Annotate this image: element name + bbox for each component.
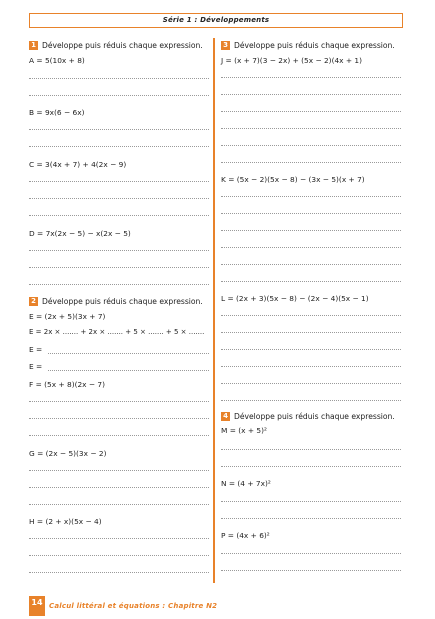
answer-line[interactable] [29, 555, 209, 556]
page-number: 14 [29, 596, 45, 616]
exercise-3-number: 3 [221, 41, 230, 50]
answer-line[interactable] [29, 267, 209, 268]
expression-e-step: E = [29, 345, 43, 354]
answer-line[interactable] [221, 553, 401, 554]
answer-line[interactable] [221, 518, 401, 519]
chapter-title: Calcul littéral et équations : Chapitre N2 [49, 602, 218, 610]
expression-p: P = (4x + 6)² [221, 531, 270, 540]
expression-d: D = 7x(2x − 5) − x(2x − 5) [29, 229, 131, 238]
answer-line[interactable] [48, 370, 209, 371]
answer-line[interactable] [29, 538, 209, 539]
answer-line[interactable] [29, 435, 209, 436]
exercise-1-header [29, 41, 203, 50]
answer-line[interactable] [29, 504, 209, 505]
answer-line[interactable] [221, 466, 401, 467]
answer-line[interactable] [221, 349, 401, 350]
answer-line[interactable] [221, 196, 401, 197]
expression-e: E = (2x + 5)(3x + 7) [29, 312, 106, 321]
answer-line[interactable] [221, 230, 401, 231]
answer-line[interactable] [29, 284, 209, 285]
answer-line[interactable] [29, 198, 209, 199]
exercise-1-number: 1 [29, 41, 38, 50]
exercise-3-instruction: Développe puis réduis chaque expression. [234, 41, 395, 50]
exercise-3-header [221, 41, 395, 50]
answer-line[interactable] [221, 162, 401, 163]
answer-line[interactable] [221, 264, 401, 265]
expression-f: F = (5x + 8)(2x − 7) [29, 380, 106, 389]
answer-line[interactable] [29, 418, 209, 419]
expression-c: C = 3(4x + 7) + 4(2x − 9) [29, 160, 127, 169]
expression-k: K = (5x − 2)(5x − 8) − (3x − 5)(x + 7) [221, 175, 365, 184]
expression-m: M = (x + 5)² [221, 426, 267, 435]
answer-line[interactable] [48, 353, 209, 354]
exercise-2-header [29, 297, 203, 306]
answer-line[interactable] [29, 146, 209, 147]
answer-line[interactable] [221, 383, 401, 384]
answer-line[interactable] [221, 366, 401, 367]
answer-line[interactable] [29, 250, 209, 251]
expression-j: J = (x + 7)(3 − 2x) + (5x − 2)(4x + 1) [221, 56, 363, 65]
answer-line[interactable] [29, 181, 209, 182]
expression-e-expanded: E = 2x × ....... + 2x × ....... + 5 × ....... + 5 × ....... [29, 328, 205, 336]
answer-line[interactable] [221, 332, 401, 333]
expression-l: L = (2x + 3)(5x − 8) − (2x − 4)(5x − 1) [221, 294, 369, 303]
answer-line[interactable] [29, 95, 209, 96]
answer-line[interactable] [221, 128, 401, 129]
expression-g: G = (2x − 5)(3x − 2) [29, 449, 107, 458]
answer-line[interactable] [29, 129, 209, 130]
expression-b: B = 9x(6 − 6x) [29, 108, 85, 117]
answer-line[interactable] [221, 501, 401, 502]
answer-line[interactable] [221, 281, 401, 282]
exercise-4-number: 4 [221, 412, 230, 421]
answer-line[interactable] [221, 145, 401, 146]
expression-e-result: E = [29, 362, 43, 371]
answer-line[interactable] [29, 401, 209, 402]
answer-line[interactable] [29, 487, 209, 488]
exercise-1-instruction: Développe puis réduis chaque expression. [42, 41, 203, 50]
exercise-2-instruction: Développe puis réduis chaque expression. [42, 297, 203, 306]
exercise-2-number: 2 [29, 297, 38, 306]
column-divider [213, 38, 215, 583]
exercise-4-instruction: Développe puis réduis chaque expression. [234, 412, 395, 421]
answer-line[interactable] [221, 400, 401, 401]
page-footer [29, 596, 217, 616]
answer-line[interactable] [221, 213, 401, 214]
answer-line[interactable] [221, 247, 401, 248]
answer-line[interactable] [221, 570, 401, 571]
expression-a: A = 5(10x + 8) [29, 56, 85, 65]
answer-line[interactable] [221, 111, 401, 112]
answer-line[interactable] [221, 94, 401, 95]
series-title: Série 1 : Développements [29, 13, 403, 28]
answer-line[interactable] [29, 215, 209, 216]
answer-line[interactable] [29, 470, 209, 471]
expression-n: N = (4 + 7x)² [221, 479, 271, 488]
exercise-4-header [221, 412, 395, 421]
answer-line[interactable] [29, 572, 209, 573]
answer-line[interactable] [29, 78, 209, 79]
answer-line[interactable] [221, 315, 401, 316]
answer-line[interactable] [221, 449, 401, 450]
answer-line[interactable] [221, 77, 401, 78]
expression-h: H = (2 + x)(5x − 4) [29, 517, 102, 526]
